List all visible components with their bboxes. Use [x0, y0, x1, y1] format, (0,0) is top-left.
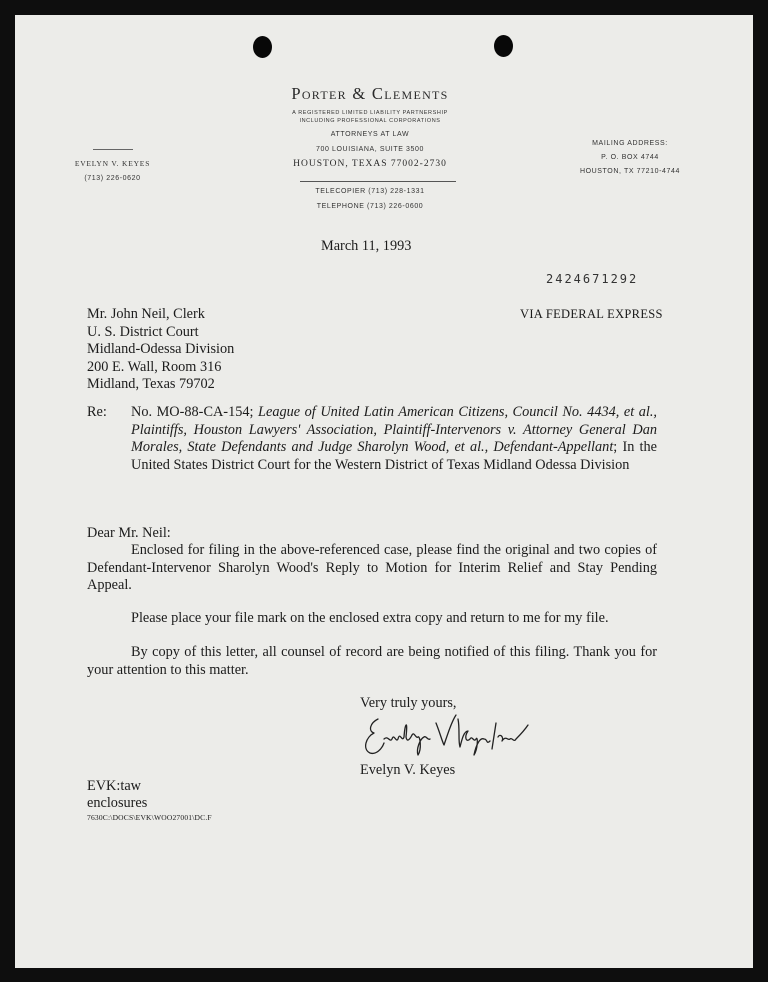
body-paragraph: By copy of this letter, all counsel of record are being notified of this filing. Thank you for your attention to this matter.	[87, 644, 657, 678]
punch-hole-right	[494, 35, 513, 57]
letterhead-divider	[300, 181, 456, 182]
recipient-address	[87, 306, 387, 394]
signature-name: Evelyn V. Keyes	[360, 762, 456, 778]
firm-street: 700 LOUISIANA, SUITE 3500	[316, 146, 424, 153]
re-label: Re:	[87, 404, 107, 420]
firm-practice: ATTORNEYS AT LAW	[330, 131, 410, 138]
firm-line-1: A REGISTERED LIMITED LIABILITY PARTNERSHIP	[292, 110, 448, 116]
telephone: TELEPHONE (713) 226-0600	[316, 203, 424, 210]
mailing-box: P. O. BOX 4744	[601, 154, 659, 161]
recipient-line: Mr. John Neil, Clerk	[87, 306, 205, 322]
mailing-city: HOUSTON, TX 77210-4744	[579, 168, 681, 175]
case-caption: League of United Latin American Citizens, Council No. 4434, et al., Plaintiffs, Houston Lawyers' Association, Plaintiff-Intervenors v. Attorney General Dan Morales, State Defendants and Judge Sharolyn Wood, et al., Defendant-Appellant	[131, 404, 658, 455]
typist-initials: EVK:taw	[87, 778, 141, 794]
delivery-method: VIA FEDERAL EXPRESS	[520, 307, 663, 321]
salutation: Dear Mr. Neil:	[87, 525, 171, 541]
mailing-label: MAILING ADDRESS:	[592, 140, 668, 147]
document-number: 2424671292	[546, 272, 639, 286]
recipient-line: Midland, Texas 79702	[87, 376, 215, 392]
recipient-line: 200 E. Wall, Room 316	[87, 358, 222, 375]
recipient-line: U. S. District Court	[87, 323, 199, 340]
body-paragraph: Enclosed for filing in the above-referenced case, please find the original and two copies of Defendant-Intervenor Sharolyn Wood's Reply to Motion for Interim Relief and Stay Pending Appeal.	[87, 542, 657, 593]
attorney-phone: (713) 226-0620	[84, 175, 141, 182]
attorney-name: EVELYN V. KEYES	[74, 159, 151, 168]
firm-city: HOUSTON, TEXAS 77002-2730	[293, 159, 447, 169]
firm-name: Porter & Clements	[291, 84, 449, 103]
file-path: 7630C:\DOCS\EVK\WOO27001\DC.F	[87, 813, 212, 822]
letter-date: March 11, 1993	[321, 238, 412, 254]
recipient-line: Midland-Odessa Division	[87, 341, 235, 357]
firm-line-2: INCLUDING PROFESSIONAL CORPORATIONS	[299, 118, 441, 124]
attorney-rule	[93, 149, 133, 150]
closing: Very truly yours,	[360, 695, 457, 711]
enclosures-note: enclosures	[87, 795, 148, 811]
court-name: ; In the United States District Court for the Western District of Texas Midland Odessa Division	[131, 439, 657, 473]
letter-page	[15, 15, 753, 968]
re-subject	[131, 404, 657, 474]
punch-hole-left	[253, 36, 272, 58]
handwritten-signature	[360, 709, 530, 761]
telecopier: TELECOPIER (713) 228-1331	[315, 188, 425, 195]
body-paragraph: Please place your file mark on the enclosed extra copy and return to me for my file.	[131, 610, 609, 626]
case-number: No. MO-88-CA-154;	[131, 404, 259, 420]
